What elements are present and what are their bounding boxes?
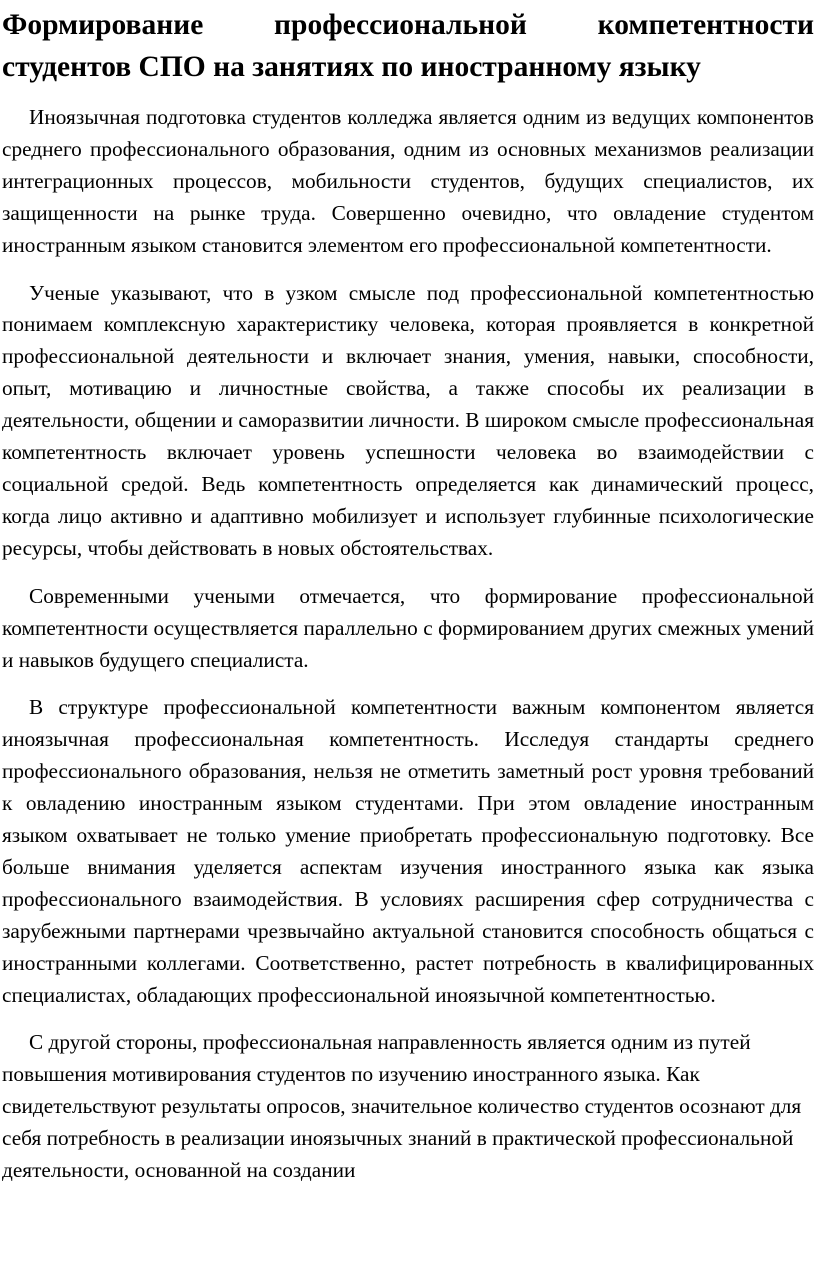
paragraph-modern-scientists: Современными учеными отмечается, что формирование профессиональной компетентности осуществляется параллельно с формированием других смежных умений и навыков будущего специалиста. (2, 583, 814, 672)
paragraph-professional-orientation: С другой стороны, профессиональная направленность является одним из путей повышения мотивирования студентов по изучению иностранного языка. Как свидетельствуют результаты опросов, значительное количество студентов осознают для себя потребность в реализации иноязычных знаний в практической профессиональной деятельности, основанной на создании (2, 1030, 802, 1183)
paragraph-competence-structure: В структуре профессиональной компетентности важным компонентом является иноязычная профессиональная компетентность. Исследуя стандарты среднего профессионального образования, нельзя не отметить заметный рост уровня требований к овладению иностранным языком студентами. При этом овладение иностранным языком охватывает не только умение приобретать профессиональную подготовку. Все больше внимания уделяется аспектам изучения иностранного языка как языка профессионального взаимодействия. В условиях расширения сфер сотрудничества с зарубежными партнерами чрезвычайно актуальной становится способность общаться с иностранными коллегами. Соответственно, растет потребность в квалифицированных специалистах, обладающих профессиональной иноязычной компетентностью. (2, 695, 814, 1007)
document-title: Формирование профессиональной компетентности студентов СПО на занятиях по иностранному языку (2, 9, 814, 83)
paragraph-scientists-definition: Ученые указывают, что в узком смысле под профессиональной компетентностью понимаем комплексную характеристику человека, которая проявляется в конкретной профессиональной деятельности и включает знания, умения, навыки, способности, опыт, мотивацию и личностные свойства, а также способы их реализации в деятельности, общении и саморазвитии личности. В широком смысле профессиональная компетентность включает уровень успешности человека во взаимодействии с социальной средой. Ведь компетентность определяется как динамический процесс, когда лицо активно и адаптивно мобилизует и использует глубинные психологические ресурсы, чтобы действовать в новых обстоятельствах. (2, 280, 814, 560)
paragraph-language-training: Иноязычная подготовка студентов колледжа является одним из ведущих компонентов среднего профессионального образования, одним из основных механизмов реализации интеграционных процессов, мобильности студентов, будущих специалистов, их защищенности на рынке труда. Совершенно очевидно, что овладение студентом иностранным языком становится элементом его профессиональной компетентности. (2, 105, 814, 257)
